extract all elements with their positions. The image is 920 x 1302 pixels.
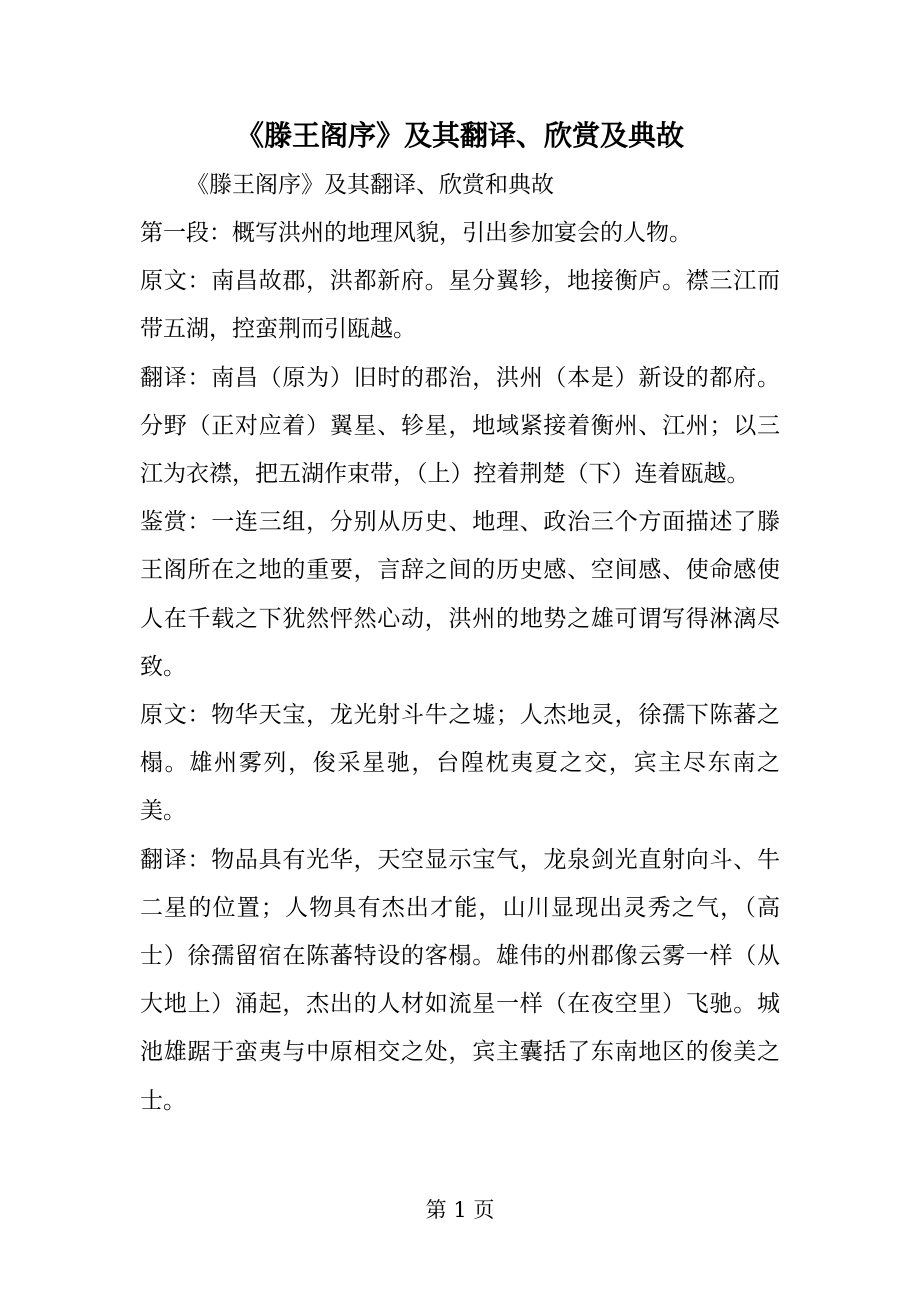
paragraph-original-1: 原文：南昌故郡，洪都新府。星分翼轸，地接衡庐。襟三江而带五湖，控蛮荆而引瓯越。 (140, 268, 780, 343)
paragraph-translation-1: 翻译：南昌（原为）旧时的郡治，洪州（本是）新设的都府。分野（正对应着）翼星、轸星，地域紧接着衡州、江州；以三江为衣襟，把五湖作束带，（上）控着荆楚（下）连着瓯越。 (140, 364, 780, 488)
paragraph-section-intro: 第一段：概写洪州的地理风貌，引出参加宴会的人物。 (140, 220, 692, 246)
paragraph-translation-2: 翻译：物品具有光华，天空显示宝气，龙泉剑光直射向斗、牛二星的位置；人物具有杰出才能，山川显现出灵秀之气，（高士）徐孺留宿在陈蕃特设的客榻。雄伟的州郡像云雾一样（从大地上）涌起，杰出的人材如流星一样（在夜空里）飞驰。城池雄踞于蛮夷与中原相交之处，宾主囊括了东南地区的俊美之士。 (140, 846, 780, 1114)
body-text (140, 209, 780, 1125)
page-number: 第 1 页 (425, 1198, 495, 1222)
paragraph-appreciation-1: 鉴赏：一连三组，分别从历史、地理、政治三个方面描述了滕王阁所在之地的重要，言辞之间的历史感、空间感、使命感使人在千载之下犹然怦然心动，洪州的地势之雄可谓写得淋漓尽致。 (140, 509, 780, 680)
paragraph-original-2: 原文：物华天宝，龙光射斗牛之墟；人杰地灵，徐孺下陈蕃之榻。雄州雾列，俊采星驰，台隍枕夷夏之交，宾主尽东南之美。 (140, 702, 780, 825)
document-subtitle: 《滕王阁序》及其翻译、欣赏和典故 (186, 172, 554, 198)
page-title: 《滕王阁序》及其翻译、欣赏及典故 (235, 119, 684, 152)
